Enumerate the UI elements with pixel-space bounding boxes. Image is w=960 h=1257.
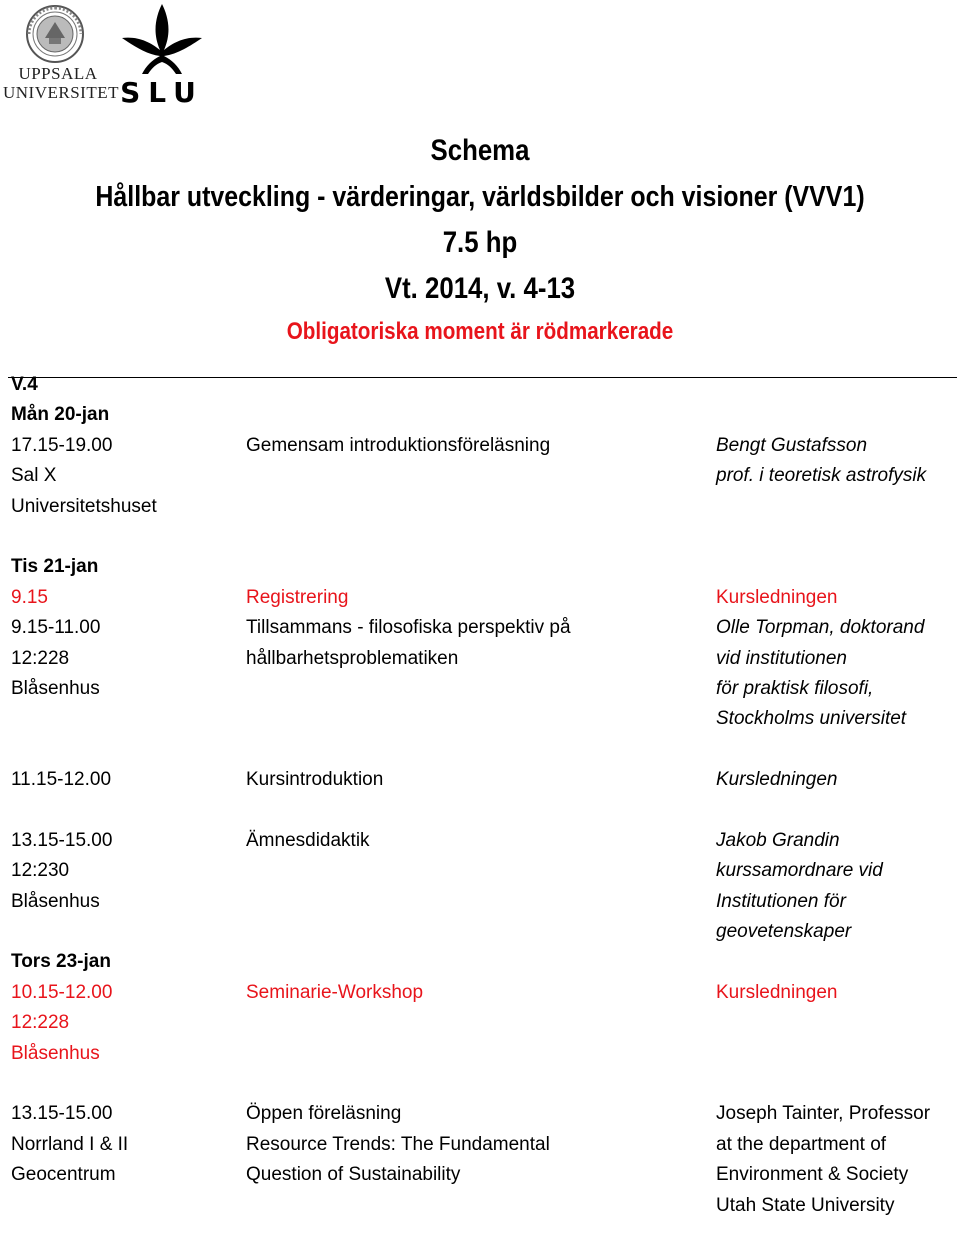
session-activity-cont: hållbarhetsproblematiken xyxy=(246,647,459,669)
session-teacher: Bengt Gustafsson xyxy=(716,434,868,456)
session-room: Norrland I & II xyxy=(11,1133,129,1155)
table-row xyxy=(0,583,960,613)
session-teacher-cont: at the department of xyxy=(716,1133,887,1155)
session-time: 10.15-12.00 xyxy=(11,981,113,1003)
session-activity: Kursintroduktion xyxy=(246,769,384,791)
session-teacher-title: prof. i teoretisk astrofysik xyxy=(716,465,927,487)
table-row xyxy=(0,826,960,856)
session-teacher: Kursledningen xyxy=(716,769,838,791)
table-row xyxy=(0,1191,960,1221)
table-row xyxy=(0,917,960,947)
session-teacher-cont: för praktisk filosofi, xyxy=(716,677,874,699)
session-teacher: Kursledningen xyxy=(716,586,838,608)
session-building: Universitetshuset xyxy=(11,495,157,517)
week-row xyxy=(0,370,960,400)
session-activity: Tillsammans - filosofiska perspektiv på xyxy=(246,617,571,639)
spacer-row xyxy=(0,735,960,765)
document-header xyxy=(0,128,960,352)
session-teacher: Olle Torpman, doktorand xyxy=(716,617,925,639)
spacer-row xyxy=(0,795,960,825)
spacer-row xyxy=(0,1069,960,1099)
session-activity: Ämnesdidaktik xyxy=(246,829,370,851)
day-row xyxy=(0,400,960,430)
uppsala-wordmark: UPPSALA UNIVERSITET xyxy=(3,64,119,102)
week-label: V.4 xyxy=(11,374,38,395)
session-time: 9.15 xyxy=(11,586,48,608)
slu-logo-icon xyxy=(112,2,212,106)
session-time: 9.15-11.00 xyxy=(11,617,101,639)
day-label: Tors 23-jan xyxy=(11,951,111,973)
table-row xyxy=(0,887,960,917)
day-label: Tis 21-jan xyxy=(11,556,99,578)
session-teacher-cont: Institutionen för xyxy=(716,890,846,912)
session-activity: Seminarie-Workshop xyxy=(246,981,424,1003)
session-activity: Registrering xyxy=(246,586,349,608)
svg-text:SLU: SLU xyxy=(120,76,204,106)
session-building: Blåsenhus xyxy=(11,677,100,699)
session-teacher-cont: Environment & Society xyxy=(716,1164,909,1186)
day-row xyxy=(0,947,960,977)
table-row xyxy=(0,856,960,886)
schedule-table xyxy=(0,370,960,1221)
uppsala-seal-icon xyxy=(25,4,85,64)
session-room: 12:228 xyxy=(11,647,70,669)
session-teacher-cont: Stockholms universitet xyxy=(716,708,907,730)
table-row xyxy=(0,1099,960,1129)
table-row xyxy=(0,492,960,522)
table-row xyxy=(0,1039,960,1069)
session-activity-cont: Resource Trends: The Fundamental xyxy=(246,1133,550,1155)
mandatory-note: Obligatoriska moment är rödmarkerade xyxy=(286,318,674,345)
logo-area xyxy=(0,0,220,110)
session-teacher: Kursledningen xyxy=(716,981,838,1003)
table-row xyxy=(0,1160,960,1190)
day-label: Mån 20-jan xyxy=(11,404,110,426)
session-activity: Öppen föreläsning xyxy=(246,1103,402,1125)
session-time: 13.15-15.00 xyxy=(11,829,113,851)
session-teacher-cont: kurssamordnare vid xyxy=(716,860,883,882)
session-time: 13.15-15.00 xyxy=(11,1103,113,1125)
session-building: Geocentrum xyxy=(11,1164,116,1186)
session-room: 12:230 xyxy=(11,860,70,882)
course-credits: 7.5 hp xyxy=(442,226,518,259)
course-term: Vt. 2014, v. 4-13 xyxy=(384,272,576,305)
spacer-row xyxy=(0,522,960,552)
session-teacher: Jakob Grandin xyxy=(716,829,840,851)
table-row xyxy=(0,765,960,795)
table-row xyxy=(0,1130,960,1160)
session-room: Sal X xyxy=(11,465,57,487)
session-building: Blåsenhus xyxy=(11,1042,100,1064)
session-building: Blåsenhus xyxy=(11,890,100,912)
table-row xyxy=(0,1008,960,1038)
table-row xyxy=(0,644,960,674)
session-room: 12:228 xyxy=(11,1012,70,1034)
session-teacher-cont: vid institutionen xyxy=(716,647,847,669)
table-row xyxy=(0,613,960,643)
session-activity: Gemensam introduktionsföreläsning xyxy=(246,434,551,456)
schedule-heading: Schema xyxy=(430,134,530,167)
session-activity-cont: Question of Sustainability xyxy=(246,1164,461,1186)
table-row xyxy=(0,704,960,734)
day-row xyxy=(0,552,960,582)
session-teacher: Joseph Tainter, Professor xyxy=(716,1103,931,1125)
table-row xyxy=(0,978,960,1008)
session-teacher-cont: geovetenskaper xyxy=(716,921,852,943)
table-row xyxy=(0,674,960,704)
session-time: 17.15-19.00 xyxy=(11,434,113,456)
session-time: 11.15-12.00 xyxy=(11,769,112,791)
session-teacher-cont: Utah State University xyxy=(716,1194,895,1216)
table-row xyxy=(0,461,960,491)
course-title: Hållbar utveckling - värderingar, världsbilder och visioner (VVV1) xyxy=(95,181,865,213)
table-row xyxy=(0,431,960,461)
